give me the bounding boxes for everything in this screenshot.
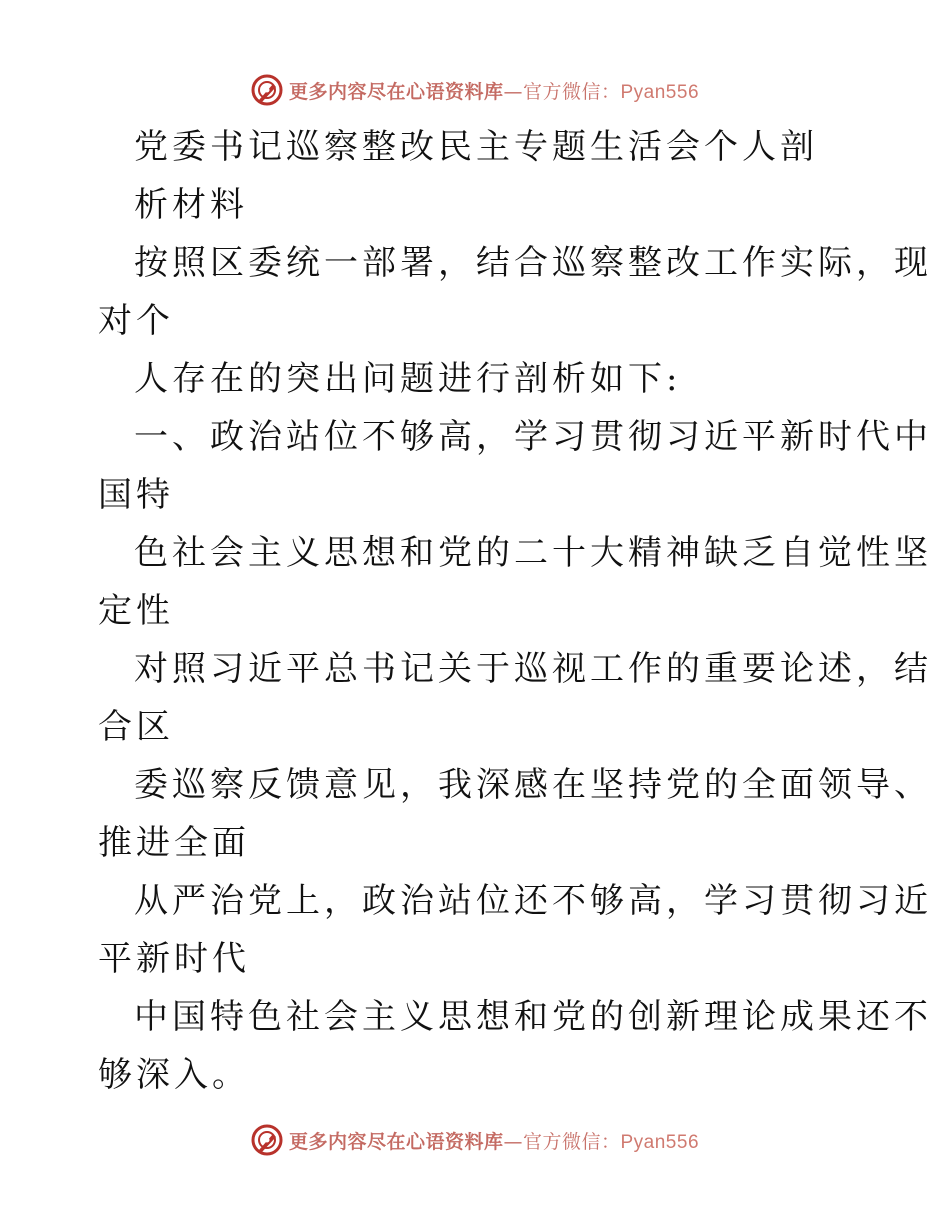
banner-handle: Pyan556 <box>620 81 700 103</box>
document-line: 析材料 <box>134 185 248 225</box>
banner-handle: Pyan556 <box>620 1131 700 1153</box>
banner-text <box>289 1127 699 1154</box>
document-line: 定性 <box>98 591 174 631</box>
document-line: 对个 <box>98 301 174 341</box>
brand-logo-icon <box>251 74 283 106</box>
banner-dash: — <box>503 80 523 103</box>
document-body <box>98 118 932 1104</box>
document-line: 对照习近平总书记关于巡视工作的重要论述，结 <box>134 649 932 689</box>
document-line: 中国特色社会主义思想和党的创新理论成果还不 <box>134 997 932 1037</box>
document-line: 合区 <box>98 707 174 747</box>
document-line: 色社会主义思想和党的二十大精神缺乏自觉性坚 <box>134 533 932 573</box>
banner-text <box>289 77 699 104</box>
document-line: 委巡察反馈意见，我深感在坚持党的全面领导、 <box>134 765 932 805</box>
document-line: 党委书记巡察整改民主专题生活会个人剖 <box>134 127 818 167</box>
banner-brand-text: 更多内容尽在心语资料库 <box>288 80 504 103</box>
footer-banner <box>0 1120 950 1160</box>
document-line: 按照区委统一部署，结合巡察整改工作实际，现 <box>134 243 932 283</box>
document-line: 人存在的突出问题进行剖析如下: <box>134 359 682 399</box>
document-line: 够深入。 <box>98 1055 250 1095</box>
document-line: 国特 <box>98 475 174 515</box>
document-line: 一、政治站位不够高，学习贯彻习近平新时代中 <box>134 417 932 457</box>
document-line: 从严治党上，政治站位还不够高，学习贯彻习近 <box>134 881 932 921</box>
header-banner <box>0 70 950 110</box>
banner-official-text: 官方微信： <box>522 80 621 103</box>
brand-logo-icon <box>251 1124 283 1156</box>
document-line: 平新时代 <box>98 939 250 979</box>
document-line: 推进全面 <box>98 823 250 863</box>
banner-dash: — <box>503 1130 523 1153</box>
banner-official-text: 官方微信： <box>522 1130 621 1153</box>
banner-brand-text: 更多内容尽在心语资料库 <box>288 1130 504 1153</box>
